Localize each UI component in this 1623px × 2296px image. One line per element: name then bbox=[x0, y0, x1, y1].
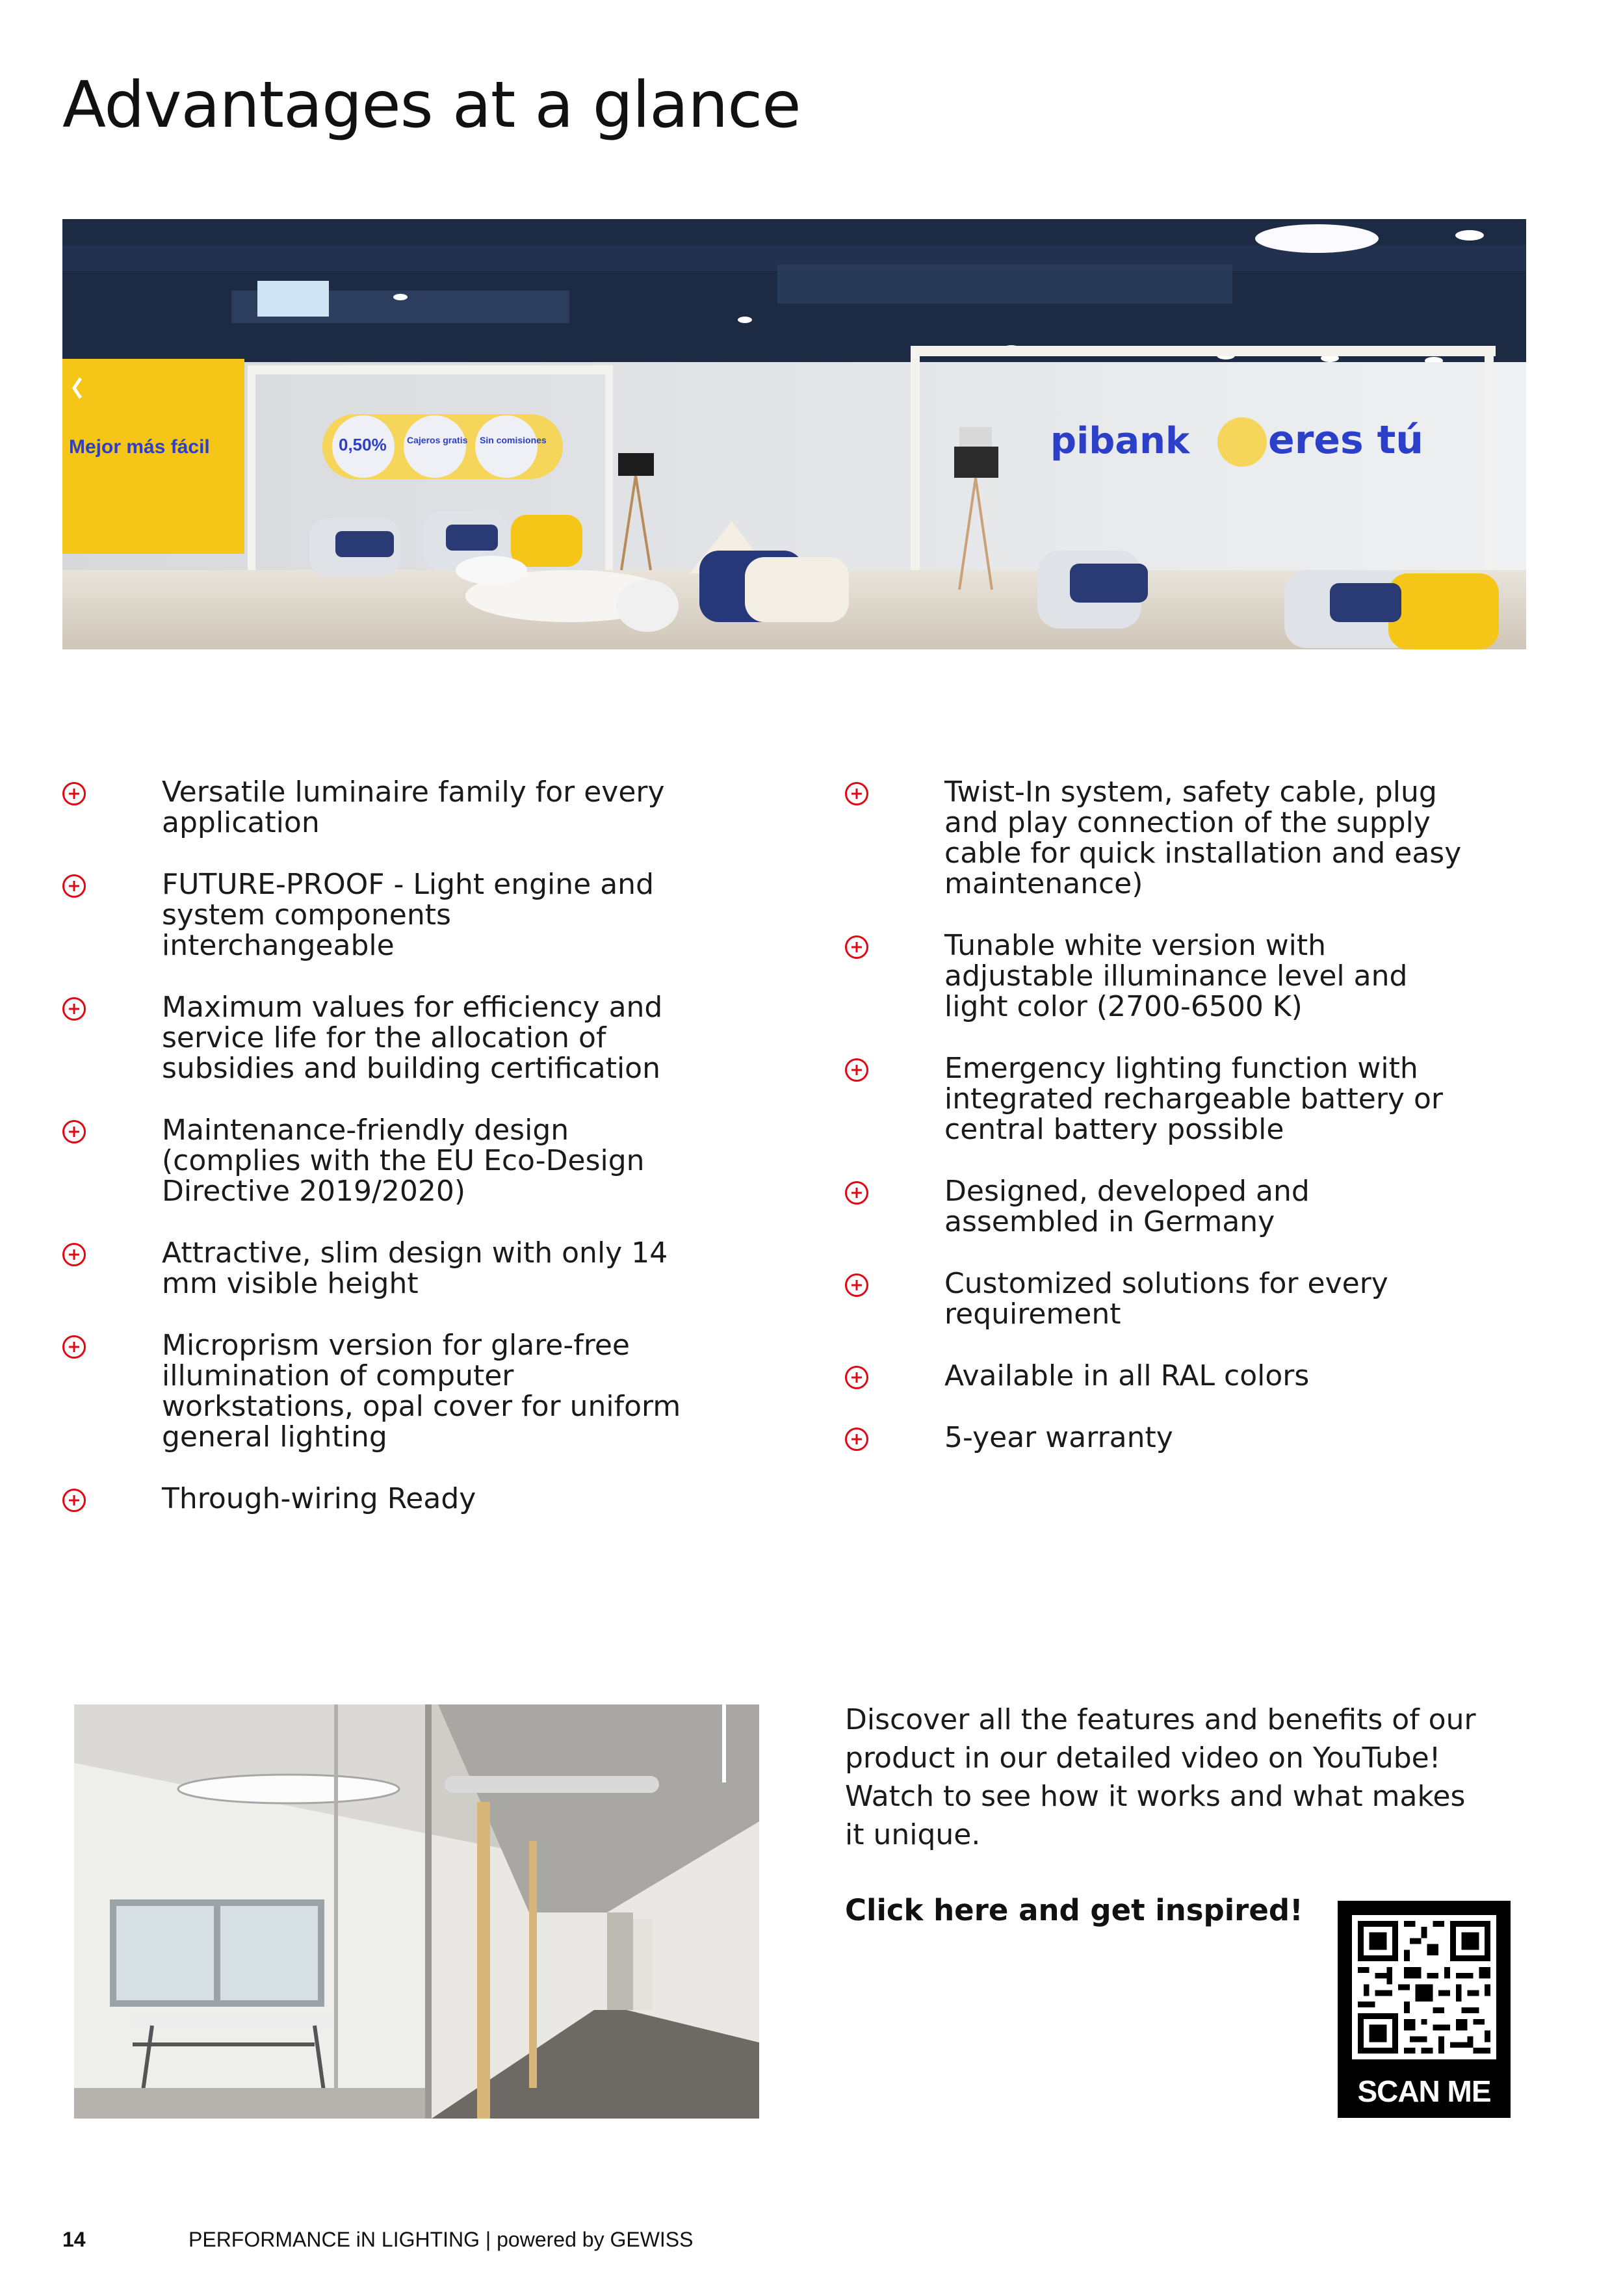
plus-circle-icon bbox=[62, 1243, 86, 1266]
qr-pattern bbox=[1352, 1915, 1496, 2059]
qr-code-matrix bbox=[1352, 1915, 1496, 2059]
feature-text: 5-year warranty bbox=[944, 1421, 1173, 1454]
plus-circle-icon bbox=[62, 1335, 86, 1359]
feature-text: Versatile luminaire family for every application bbox=[162, 776, 665, 839]
feature-item bbox=[845, 1268, 1469, 1329]
plus-circle-icon bbox=[845, 782, 868, 805]
feature-text: Attractive, slim design with only 14 mm visible height bbox=[162, 1236, 668, 1300]
plus-circle-icon bbox=[62, 782, 86, 805]
plus-circle-icon bbox=[845, 1181, 868, 1205]
office-corridor-photo bbox=[74, 1704, 759, 2119]
page-title: Advantages at a glance bbox=[62, 68, 801, 142]
plus-circle-icon bbox=[845, 1058, 868, 1082]
pill-rate: 0,50% bbox=[339, 435, 387, 454]
qr-code[interactable] bbox=[1338, 1901, 1511, 2118]
plus-circle-icon bbox=[845, 935, 868, 959]
plus-circle-icon bbox=[62, 1120, 86, 1143]
feature-item bbox=[845, 930, 1469, 1022]
plus-circle-icon bbox=[845, 1428, 868, 1451]
hero-photo bbox=[62, 219, 1526, 649]
plus-circle-icon bbox=[845, 1273, 868, 1297]
feature-item bbox=[845, 777, 1469, 899]
feature-item bbox=[62, 777, 686, 838]
feature-text: Available in all RAL colors bbox=[944, 1359, 1310, 1392]
feature-item bbox=[62, 1330, 686, 1452]
qr-label: SCAN ME bbox=[1357, 2074, 1491, 2108]
feature-item bbox=[62, 992, 686, 1084]
features-left-column bbox=[62, 777, 686, 1545]
feature-item bbox=[845, 1176, 1469, 1237]
feature-text: Maximum values for efficiency and service life for the allocation of subsidies and building certification bbox=[162, 991, 663, 1085]
plus-circle-icon bbox=[845, 1366, 868, 1389]
slogan: eres tú bbox=[1268, 417, 1423, 463]
feature-text: Customized solutions for every requirement bbox=[944, 1267, 1388, 1331]
feature-text: Emergency lighting function with integrated rechargeable battery or central battery possible bbox=[944, 1052, 1443, 1146]
feature-item bbox=[62, 1115, 686, 1207]
feature-item bbox=[845, 1422, 1469, 1453]
feature-text: Through-wiring Ready bbox=[162, 1482, 476, 1515]
feature-item bbox=[845, 1361, 1469, 1391]
feature-item bbox=[62, 869, 686, 961]
feature-text: Designed, developed and assembled in Germany bbox=[944, 1175, 1310, 1238]
footer-brand: PERFORMANCE iN LIGHTING | powered by GEWISS bbox=[188, 2228, 694, 2251]
video-description: Discover all the features and benefits of our product in our detailed video on YouTube! Watch to see how it works and what makes it unique. bbox=[845, 1703, 1476, 1851]
pibank-logo: pibank bbox=[1050, 420, 1190, 462]
office-photo bbox=[74, 1704, 759, 2119]
feature-item bbox=[62, 1483, 686, 1514]
plus-circle-icon bbox=[62, 1489, 86, 1512]
feature-text: Microprism version for glare-free illumination of computer workstations, opal cover for uniform general lighting bbox=[162, 1329, 681, 1454]
feature-text: Twist-In system, safety cable, plug and play connection of the supply cable for quick installation and easy maintenance) bbox=[944, 776, 1462, 900]
feature-item bbox=[845, 1053, 1469, 1145]
features-right-column bbox=[845, 777, 1469, 1484]
feature-text: Maintenance-friendly design (complies with the EU Eco-Design Directive 2019/2020) bbox=[162, 1114, 645, 1208]
feature-text: FUTURE-PROOF - Light engine and system components interchangeable bbox=[162, 868, 655, 962]
bank-lobby-photo bbox=[62, 219, 1526, 649]
yellow-wall-sign: Mejor más fácil bbox=[69, 436, 210, 458]
page-number: 14 bbox=[62, 2228, 86, 2251]
pill-fees: Sin comisiones bbox=[480, 435, 547, 445]
pill-atm: Cajeros gratis bbox=[407, 435, 468, 445]
feature-item bbox=[62, 1238, 686, 1299]
plus-circle-icon bbox=[62, 874, 86, 898]
feature-text: Tunable white version with adjustable illuminance level and light color (2700-6500 K) bbox=[944, 929, 1408, 1023]
plus-circle-icon bbox=[62, 997, 86, 1021]
video-cta-link[interactable]: Click here and get inspired! bbox=[845, 1893, 1303, 1927]
